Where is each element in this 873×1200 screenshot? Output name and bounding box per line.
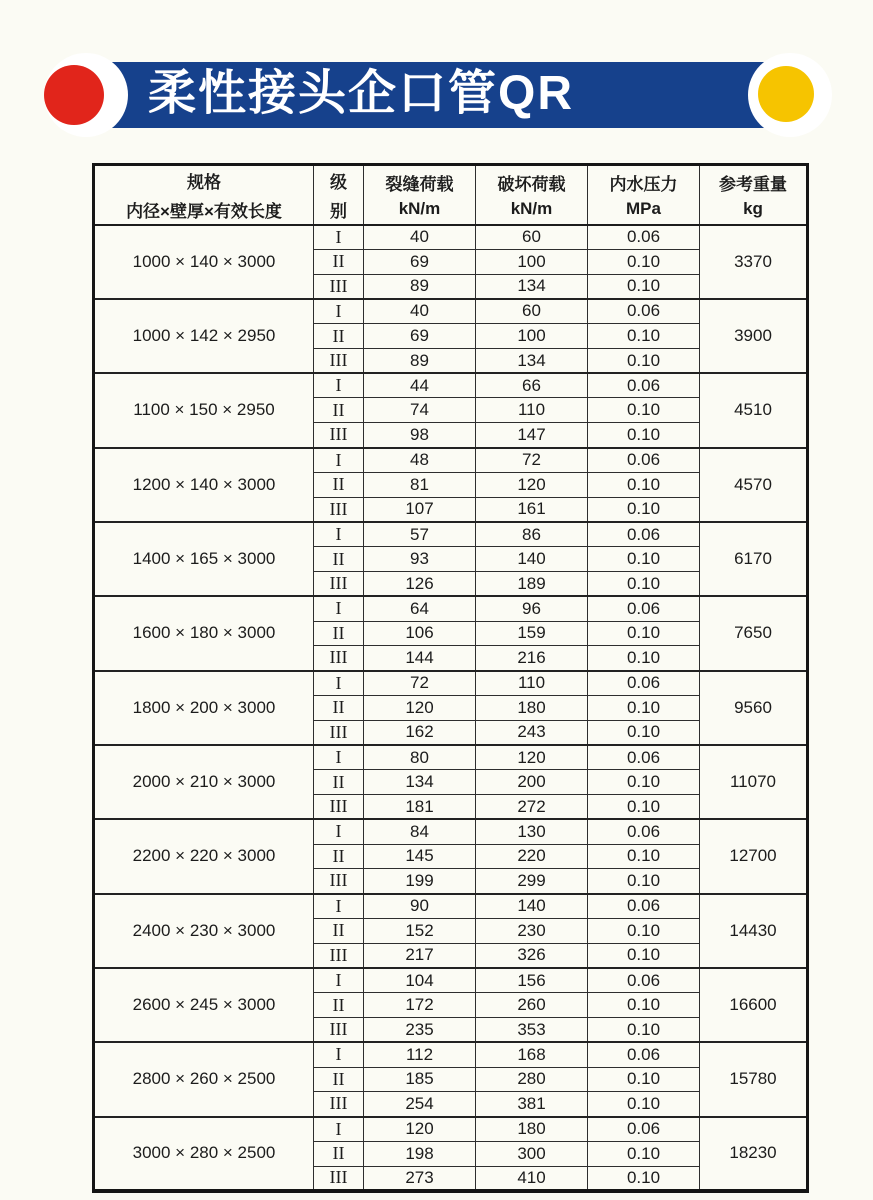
title-banner [58, 62, 814, 128]
crack-load-cell: 80 [364, 745, 476, 770]
crack-load-cell: 84 [364, 819, 476, 844]
level-cell: II [314, 1067, 364, 1092]
pressure-cell: 0.10 [588, 472, 700, 497]
level-cell: III [314, 720, 364, 745]
break-load-cell: 134 [476, 348, 588, 373]
pressure-cell: 0.10 [588, 423, 700, 448]
spec-cell: 1800 × 200 × 3000 [94, 671, 314, 745]
break-load-cell: 66 [476, 373, 588, 398]
pressure-cell: 0.06 [588, 299, 700, 324]
crack-load-cell: 40 [364, 299, 476, 324]
level-cell: I [314, 968, 364, 993]
pressure-cell: 0.10 [588, 918, 700, 943]
weight-cell: 6170 [700, 522, 808, 596]
crack-load-cell: 273 [364, 1166, 476, 1191]
pressure-cell: 0.10 [588, 943, 700, 968]
break-load-cell: 130 [476, 819, 588, 844]
level-cell: I [314, 894, 364, 919]
level-cell: II [314, 844, 364, 869]
pressure-cell: 0.10 [588, 1166, 700, 1191]
level-cell: III [314, 348, 364, 373]
break-load-cell: 230 [476, 918, 588, 943]
break-load-cell: 220 [476, 844, 588, 869]
pressure-cell: 0.10 [588, 770, 700, 795]
crack-load-cell: 93 [364, 547, 476, 572]
break-load-cell: 410 [476, 1166, 588, 1191]
weight-cell: 12700 [700, 819, 808, 893]
crack-load-cell: 64 [364, 596, 476, 621]
level-cell: I [314, 819, 364, 844]
crack-load-cell: 120 [364, 695, 476, 720]
pressure-cell: 0.06 [588, 522, 700, 547]
crack-load-cell: 106 [364, 621, 476, 646]
table-row [94, 745, 808, 770]
crack-load-cell: 134 [364, 770, 476, 795]
break-load-cell: 300 [476, 1141, 588, 1166]
level-cell: I [314, 671, 364, 696]
pressure-cell: 0.06 [588, 671, 700, 696]
crack-load-cell: 40 [364, 225, 476, 250]
col-header-weight-title: 参考重量 [719, 175, 787, 195]
pressure-cell: 0.06 [588, 968, 700, 993]
col-header-spec [94, 165, 314, 225]
break-load-cell: 140 [476, 547, 588, 572]
col-header-weight [700, 165, 808, 225]
weight-cell: 15780 [700, 1042, 808, 1116]
table-row [94, 596, 808, 621]
crack-load-cell: 107 [364, 497, 476, 522]
level-cell: III [314, 423, 364, 448]
break-load-cell: 134 [476, 274, 588, 299]
break-load-cell: 110 [476, 671, 588, 696]
level-cell: III [314, 1018, 364, 1043]
weight-cell: 16600 [700, 968, 808, 1042]
crack-load-cell: 217 [364, 943, 476, 968]
crack-load-cell: 89 [364, 348, 476, 373]
spec-cell: 1000 × 142 × 2950 [94, 299, 314, 373]
break-load-cell: 280 [476, 1067, 588, 1092]
break-load-cell: 189 [476, 571, 588, 596]
crack-load-cell: 112 [364, 1042, 476, 1067]
weight-cell: 7650 [700, 596, 808, 670]
pressure-cell: 0.06 [588, 448, 700, 473]
table-row [94, 1042, 808, 1067]
pressure-cell: 0.10 [588, 324, 700, 349]
level-cell: II [314, 621, 364, 646]
level-cell: II [314, 472, 364, 497]
level-cell: I [314, 596, 364, 621]
table-row [94, 1117, 808, 1142]
level-cell: II [314, 695, 364, 720]
crack-load-cell: 235 [364, 1018, 476, 1043]
level-cell: II [314, 398, 364, 423]
crack-load-cell: 44 [364, 373, 476, 398]
pressure-cell: 0.10 [588, 621, 700, 646]
break-load-cell: 260 [476, 993, 588, 1018]
pressure-cell: 0.10 [588, 547, 700, 572]
crack-load-cell: 74 [364, 398, 476, 423]
pressure-cell: 0.06 [588, 1117, 700, 1142]
break-load-cell: 299 [476, 869, 588, 894]
crack-load-cell: 48 [364, 448, 476, 473]
crack-load-cell: 69 [364, 324, 476, 349]
break-load-cell: 60 [476, 299, 588, 324]
level-cell: I [314, 522, 364, 547]
col-header-spec-title: 规格 [187, 172, 221, 192]
pressure-cell: 0.10 [588, 720, 700, 745]
break-load-cell: 353 [476, 1018, 588, 1043]
col-header-level-title: 级 [330, 172, 347, 192]
spec-cell: 3000 × 280 × 2500 [94, 1117, 314, 1191]
break-load-cell: 100 [476, 324, 588, 349]
break-load-cell: 86 [476, 522, 588, 547]
header-row [94, 165, 808, 225]
level-cell: I [314, 448, 364, 473]
col-header-weight-unit: kg [743, 199, 763, 219]
pressure-cell: 0.10 [588, 844, 700, 869]
col-header-pressure-unit: MPa [626, 199, 661, 219]
crack-load-cell: 162 [364, 720, 476, 745]
pressure-cell: 0.10 [588, 1092, 700, 1117]
spec-cell: 1200 × 140 × 3000 [94, 448, 314, 522]
table-row [94, 671, 808, 696]
table-row [94, 968, 808, 993]
level-cell: III [314, 1092, 364, 1117]
crack-load-cell: 69 [364, 249, 476, 274]
level-cell: III [314, 571, 364, 596]
pressure-cell: 0.06 [588, 745, 700, 770]
pressure-cell: 0.06 [588, 373, 700, 398]
pressure-cell: 0.06 [588, 596, 700, 621]
crack-load-cell: 72 [364, 671, 476, 696]
break-load-cell: 243 [476, 720, 588, 745]
col-header-pressure-title: 内水压力 [609, 175, 678, 195]
level-cell: I [314, 225, 364, 250]
pressure-cell: 0.10 [588, 348, 700, 373]
pressure-cell: 0.10 [588, 249, 700, 274]
crack-load-cell: 126 [364, 571, 476, 596]
spec-table [92, 163, 809, 1193]
spec-cell: 2000 × 210 × 3000 [94, 745, 314, 819]
break-load-cell: 326 [476, 943, 588, 968]
break-load-cell: 100 [476, 249, 588, 274]
pressure-cell: 0.10 [588, 398, 700, 423]
break-load-cell: 200 [476, 770, 588, 795]
col-header-break-load-unit: kN/m [510, 199, 553, 219]
col-header-level [314, 165, 364, 225]
weight-cell: 3370 [700, 225, 808, 299]
pressure-cell: 0.10 [588, 1141, 700, 1166]
break-load-cell: 120 [476, 472, 588, 497]
break-load-cell: 180 [476, 1117, 588, 1142]
break-load-cell: 381 [476, 1092, 588, 1117]
crack-load-cell: 104 [364, 968, 476, 993]
crack-load-cell: 89 [364, 274, 476, 299]
pressure-cell: 0.10 [588, 869, 700, 894]
spec-cell: 1400 × 165 × 3000 [94, 522, 314, 596]
break-load-cell: 180 [476, 695, 588, 720]
weight-cell: 11070 [700, 745, 808, 819]
break-load-cell: 147 [476, 423, 588, 448]
col-header-break-load-title: 破坏荷载 [497, 175, 566, 195]
weight-cell: 4570 [700, 448, 808, 522]
level-cell: I [314, 1117, 364, 1142]
pressure-cell: 0.10 [588, 1067, 700, 1092]
pressure-cell: 0.06 [588, 894, 700, 919]
level-cell: II [314, 770, 364, 795]
crack-load-cell: 98 [364, 423, 476, 448]
level-cell: I [314, 299, 364, 324]
col-header-spec-subtitle: 内径×壁厚×有效长度 [126, 201, 282, 221]
weight-cell: 14430 [700, 894, 808, 968]
level-cell: I [314, 373, 364, 398]
level-cell: III [314, 497, 364, 522]
crack-load-cell: 181 [364, 794, 476, 819]
col-header-crack-load [364, 165, 476, 225]
weight-cell: 9560 [700, 671, 808, 745]
spec-cell: 2400 × 230 × 3000 [94, 894, 314, 968]
break-load-cell: 60 [476, 225, 588, 250]
break-load-cell: 159 [476, 621, 588, 646]
col-header-break-load [476, 165, 588, 225]
spec-cell: 1000 × 140 × 3000 [94, 225, 314, 299]
break-load-cell: 120 [476, 745, 588, 770]
crack-load-cell: 81 [364, 472, 476, 497]
col-header-crack-load-title: 裂缝荷载 [385, 175, 454, 195]
level-cell: II [314, 918, 364, 943]
crack-load-cell: 90 [364, 894, 476, 919]
crack-load-cell: 199 [364, 869, 476, 894]
crack-load-cell: 152 [364, 918, 476, 943]
pressure-cell: 0.06 [588, 1042, 700, 1067]
level-cell: III [314, 274, 364, 299]
break-load-cell: 216 [476, 646, 588, 671]
col-header-crack-load-unit: kN/m [398, 199, 441, 219]
spec-cell: 1600 × 180 × 3000 [94, 596, 314, 670]
table-row [94, 522, 808, 547]
spec-cell: 2200 × 220 × 3000 [94, 819, 314, 893]
crack-load-cell: 185 [364, 1067, 476, 1092]
level-cell: III [314, 943, 364, 968]
break-load-cell: 96 [476, 596, 588, 621]
crack-load-cell: 120 [364, 1117, 476, 1142]
level-cell: II [314, 249, 364, 274]
level-cell: III [314, 869, 364, 894]
weight-cell: 3900 [700, 299, 808, 373]
level-cell: I [314, 1042, 364, 1067]
level-cell: III [314, 1166, 364, 1191]
break-load-cell: 161 [476, 497, 588, 522]
table-row [94, 448, 808, 473]
level-cell: II [314, 547, 364, 572]
pressure-cell: 0.10 [588, 274, 700, 299]
pressure-cell: 0.10 [588, 1018, 700, 1043]
crack-load-cell: 145 [364, 844, 476, 869]
crack-load-cell: 198 [364, 1141, 476, 1166]
break-load-cell: 156 [476, 968, 588, 993]
weight-cell: 4510 [700, 373, 808, 447]
break-load-cell: 168 [476, 1042, 588, 1067]
pressure-cell: 0.10 [588, 993, 700, 1018]
level-cell: II [314, 1141, 364, 1166]
pressure-cell: 0.10 [588, 646, 700, 671]
spec-cell: 2600 × 245 × 3000 [94, 968, 314, 1042]
level-cell: II [314, 324, 364, 349]
spec-cell: 1100 × 150 × 2950 [94, 373, 314, 447]
col-header-pressure [588, 165, 700, 225]
break-load-cell: 140 [476, 894, 588, 919]
col-header-level-subtitle: 别 [330, 201, 347, 221]
table-row [94, 373, 808, 398]
break-load-cell: 72 [476, 448, 588, 473]
level-cell: III [314, 646, 364, 671]
level-cell: II [314, 993, 364, 1018]
pressure-cell: 0.06 [588, 225, 700, 250]
table-row [94, 819, 808, 844]
table-row [94, 299, 808, 324]
table-row [94, 225, 808, 250]
break-load-cell: 272 [476, 794, 588, 819]
spec-cell: 2800 × 260 × 2500 [94, 1042, 314, 1116]
level-cell: III [314, 794, 364, 819]
table-row [94, 894, 808, 919]
weight-cell: 18230 [700, 1117, 808, 1191]
page-title: 柔性接头企口管QR [148, 67, 575, 120]
pressure-cell: 0.10 [588, 695, 700, 720]
pressure-cell: 0.10 [588, 794, 700, 819]
pressure-cell: 0.10 [588, 571, 700, 596]
crack-load-cell: 254 [364, 1092, 476, 1117]
crack-load-cell: 172 [364, 993, 476, 1018]
break-load-cell: 110 [476, 398, 588, 423]
crack-load-cell: 144 [364, 646, 476, 671]
pressure-cell: 0.10 [588, 497, 700, 522]
crack-load-cell: 57 [364, 522, 476, 547]
pressure-cell: 0.06 [588, 819, 700, 844]
level-cell: I [314, 745, 364, 770]
